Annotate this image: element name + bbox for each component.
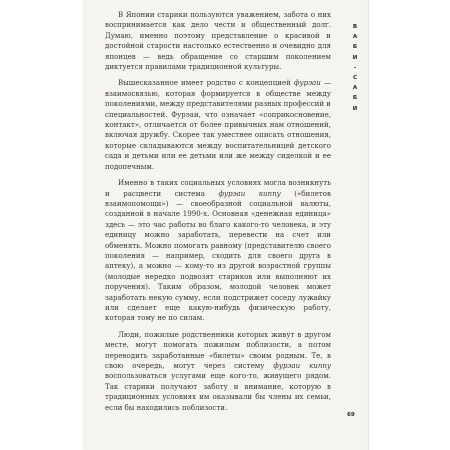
page-number: 69 bbox=[347, 412, 355, 418]
running-head-letter: В bbox=[352, 24, 358, 30]
term-fureai-kippu: фурэаи киппу bbox=[273, 361, 332, 370]
running-head-letter: И bbox=[352, 105, 358, 112]
running-head-letter: - bbox=[353, 64, 357, 71]
paragraph-3: Именно в таких социальных условиях могла возникнуть и расцвести система фурэаи киппу («билетов взаимопомощи») — своеобразной социальной валюты, созданной в начале 1990-х. Основная «денежная единица» здесь — это час работы во благо какого-то человека, и эту единицу можно заработать, перевести на счет или обменять. Можно помогать равному (представителю своего поколения — например, сходить для своего друга в аптеку), а можно — кому-то из другой возрастной группы (молодые нередко подвозят стариков или выполняют их поручения). Таким образом, молодой человек может заработать некую сумму, если подстрижет соседу лужайку или сделает еще какую-нибудь физическую работу, которая тому не по силам. bbox=[105, 178, 331, 323]
running-head-letter: А bbox=[352, 85, 358, 92]
book-page bbox=[83, 0, 369, 450]
term-fureai-kippu: фурэаи киппу bbox=[218, 188, 281, 198]
paragraph-1: В Японии старики пользуются уважением, забота о них воспринимается как дело чести и общественный долг. Думаю, именно поэтому представление о красивой и достойной старости настолько естественно и очевидно для японцев — ведь обращение со старшим поколением диктуется правилами традиционной культуры. bbox=[105, 10, 331, 72]
running-head-letter: Б bbox=[352, 44, 358, 51]
paragraph-2: Вышесказанное имеет родство с концепцией фурэаи — взаимосвязью, которая формируется в обществе между поколениями, между представителями разных профессий и специальностей. Фурэаи, что означает «соприкосновение, контакт», отличается от более привычных нам отношений, включая дружбу. Скорее так уместнее описать отношения, которые складываются между воспитательницей детского сада и детьми или ее детьми или же между сиделкой и ее подопечным. bbox=[105, 78, 331, 171]
paragraph-4: Люди, пожилые родственники которых живут в другом месте, могут помогать пожилым поблизости, а потом переводить заработанные «билеты» своим родным. Те, в свою очередь, могут через систему фурэаи киппу воспользоваться услугами еще кого-то, живущего рядом. Так старики получают заботу и внимание, которую в традиционных условиях им оказывали бы члены их семьи, если бы находились поблизости. bbox=[105, 329, 332, 412]
running-head-vertical bbox=[351, 22, 359, 114]
running-head-letter: А bbox=[352, 34, 358, 41]
running-head-letter: Б bbox=[352, 95, 358, 102]
running-head-letter: И bbox=[352, 54, 358, 61]
running-head-letter: С bbox=[352, 75, 358, 82]
page-text bbox=[105, 10, 331, 419]
term-fureai: фурэаи bbox=[293, 78, 321, 88]
